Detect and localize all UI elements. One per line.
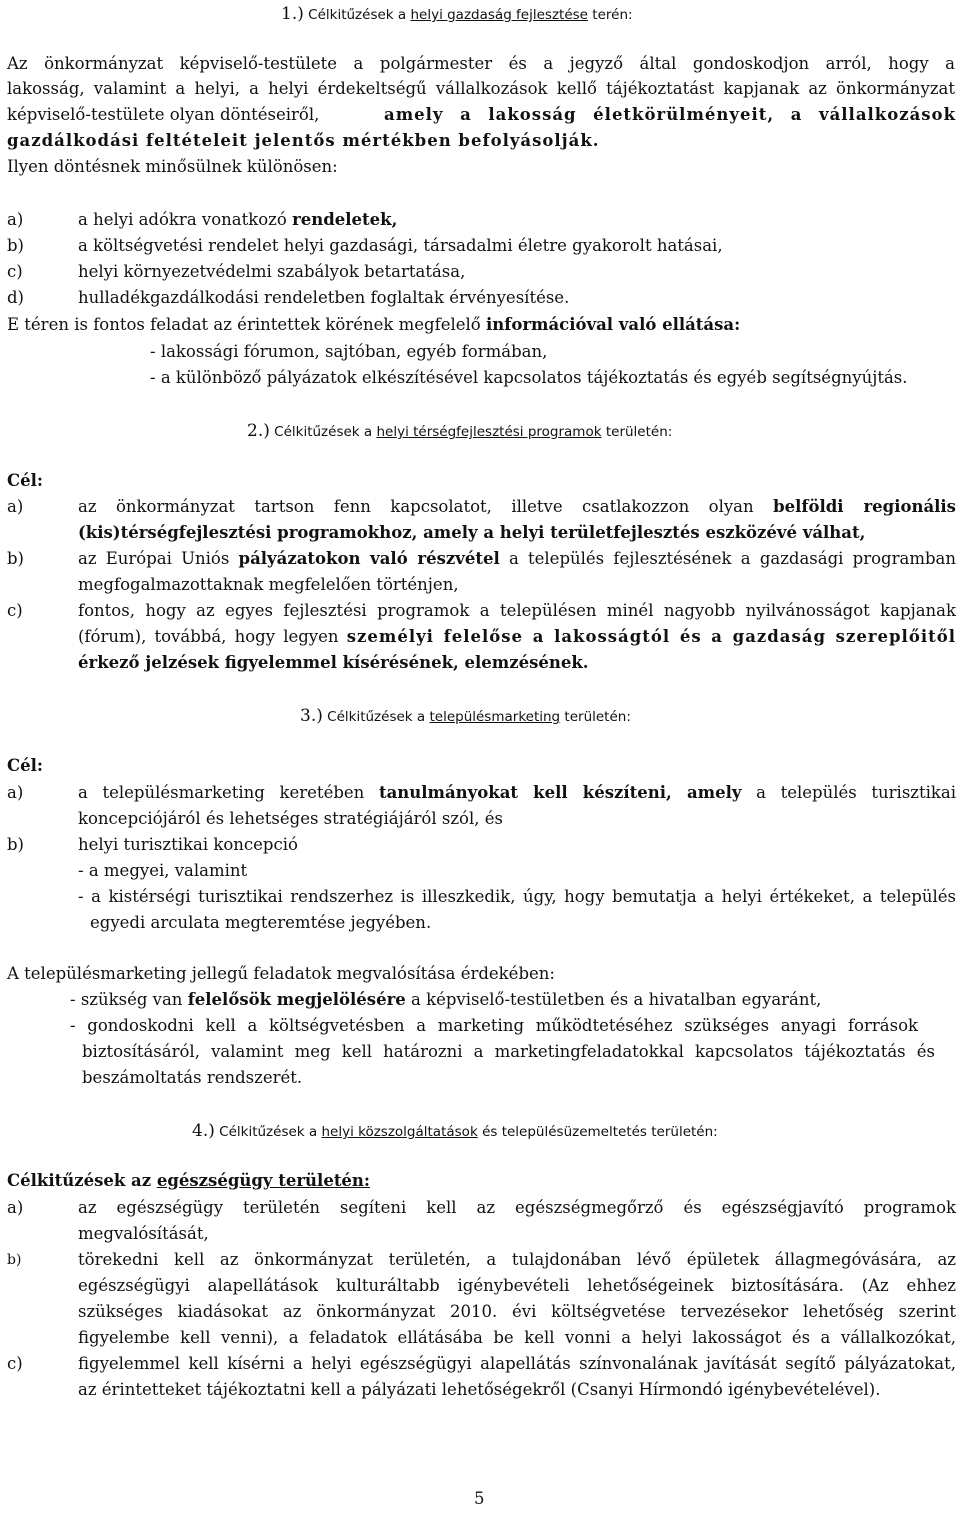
heading-prefix: Célkitűzések a [327, 709, 426, 725]
list-item-line: megfogalmazottaknak megfelelően történjen, [78, 575, 459, 594]
paragraph-line: E téren is fontos feladat az érintettek körének megfelelő információval való ellátása: [7, 315, 741, 334]
section-number: 4.) [192, 1121, 215, 1141]
heading-prefix: Célkitűzések a [308, 7, 407, 23]
heading-topic: helyi közszolgáltatások [321, 1124, 478, 1140]
dash-item: - szükség van felelősök megjelölésére a képviselő-testületben és a hivatalban egyaránt, [70, 990, 822, 1009]
heading-prefix: Célkitűzések a [274, 424, 373, 440]
section-1-heading [281, 3, 633, 26]
goal-label: Cél: [7, 756, 43, 775]
dash-item: - gondoskodni kell a költségvetésben a marketing működtetéséhez szükséges anyagi források [70, 1016, 918, 1035]
goal-label: Cél: [7, 471, 43, 490]
list-marker: a) [7, 783, 24, 802]
dash-item: - lakossági fórumon, sajtóban, egyéb formában, [150, 342, 548, 361]
list-marker: a) [7, 210, 24, 229]
heading-prefix: Célkitűzések a [219, 1124, 318, 1140]
dash-item-continued: biztosításáról, valamint meg kell határozni a marketingfeladatokkal kapcsolatos tájékoztatás és [82, 1042, 935, 1061]
paragraph-line-bold: amely a lakosság életkörülményeit, a vállalkozások [384, 105, 956, 124]
section-number: 1.) [281, 4, 304, 24]
list-item-line: figyelembe kell venni), a feladatok ellátásába be kell vonni a helyi lakosságot és a vállalkozókat, [78, 1328, 956, 1347]
list-item-line: törekedni kell az önkormányzat területén, a tulajdonában lévő épületek állagmegóvására, az [78, 1250, 956, 1269]
dash-item-continued: beszámoltatás rendszerét. [82, 1068, 303, 1087]
heading-topic: településmarketing [429, 709, 561, 725]
dash-item-continued: egyedi arculata megteremtése jegyében. [90, 913, 432, 932]
list-marker: a) [7, 497, 24, 516]
subsection-heading: Célkitűzések az egészségügy területén: [7, 1171, 371, 1190]
list-item-line: megvalósítását, [78, 1224, 209, 1243]
list-item-line: az Európai Uniós pályázatokon való részvétel a település fejlesztésének a gazdasági programban [78, 549, 957, 568]
heading-suffix: terén: [592, 7, 633, 23]
list-item-line: szükséges kiadásokat az önkormányzat 2010. évi költségvetése tervezésekor lehetőség szerint [78, 1302, 956, 1321]
list-item-line-bold: érkező jelzések figyelemmel kísérésének, elemzésének. [78, 653, 589, 672]
list-marker: c) [7, 601, 23, 620]
paragraph-line: A településmarketing jellegű feladatok megvalósítása érdekében: [7, 964, 555, 983]
list-marker: b) [7, 1252, 22, 1268]
list-item: hulladékgazdálkodási rendeletben foglaltak érvényesítése. [78, 288, 570, 307]
list-marker: b) [7, 835, 24, 854]
paragraph-line: Az önkormányzat képviselő-testülete a polgármester és a jegyző által gondoskodjon arról, hogy a [7, 54, 955, 73]
section-number: 2.) [247, 421, 270, 441]
list-marker: b) [7, 549, 24, 568]
list-item-line: helyi turisztikai koncepció [78, 835, 298, 854]
list-marker: b) [7, 236, 24, 255]
list-item-line-bold: (kis)térségfejlesztési programokhoz, amely a helyi területfejlesztés eszközévé válhat, [78, 523, 866, 542]
heading-topic: helyi gazdaság fejlesztése [410, 7, 588, 23]
section-4-heading [192, 1120, 718, 1143]
paragraph-line: lakosság, valamint a helyi, a helyi érdekeltségű vállalkozások kellő tájékoztatást kapjanak az önkormányzat [7, 79, 955, 98]
list-item-line: az egészségügy területén segíteni kell az egészségmegőrző és egészségjavító programok [78, 1198, 956, 1217]
list-marker: c) [7, 262, 23, 281]
heading-suffix: területén: [564, 709, 631, 725]
list-item: helyi környezetvédelmi szabályok betartatása, [78, 262, 466, 281]
list-item-line: egészségügyi alapellátások kulturáltabb igénybevételi lehetőségeinek biztosítására. (Az ehhez [78, 1276, 956, 1295]
section-number: 3.) [300, 706, 323, 726]
list-item-line: figyelemmel kell kísérni a helyi egészségügyi alapellátás színvonalának javítását segítő pályázatokat, [78, 1354, 956, 1373]
heading-suffix: területén: [605, 424, 673, 440]
dash-item: - a kistérségi turisztikai rendszerhez is illeszkedik, úgy, hogy bemutatja a helyi értékeket, a település [78, 887, 956, 906]
list-marker: c) [7, 1354, 23, 1373]
paragraph-line: képviselő-testülete olyan döntéseiről, [7, 105, 320, 124]
list-item-line: az önkormányzat tartson fenn kapcsolatot, illetve csatlakozzon olyan belföldi regionális [78, 497, 956, 516]
dash-item: - a különböző pályázatok elkészítésével kapcsolatos tájékoztatás és egyéb segítségnyújtás. [150, 368, 908, 387]
list-item: a helyi adókra vonatkozó rendeletek, [78, 210, 398, 229]
list-item-line: koncepciójáról és lehetséges stratégiájáról szól, és [78, 809, 503, 828]
paragraph-line-bold: gazdálkodási feltételeit jelentős mértékben befolyásolják. [7, 131, 600, 150]
list-item-line: a településmarketing keretében tanulmányokat kell készíteni, amely a település turisztikai [78, 783, 957, 802]
dash-item: - a megyei, valamint [78, 861, 248, 880]
page-number: 5 [474, 1489, 485, 1508]
list-item-line: az érintetteket tájékoztatni kell a pályázati lehetőségekről (Csanyi Hírmondó igénybevételével). [78, 1380, 881, 1399]
heading-suffix: és településüzemeltetés területén: [482, 1124, 718, 1140]
section-2-heading [247, 420, 672, 443]
section-3-heading [300, 705, 631, 728]
heading-topic: helyi térségfejlesztési programok [376, 424, 602, 440]
list-item: a költségvetési rendelet helyi gazdasági, társadalmi életre gyakorolt hatásai, [78, 236, 723, 255]
paragraph-line: Ilyen döntésnek minősülnek különösen: [7, 157, 338, 176]
list-marker: d) [7, 288, 24, 307]
list-item-line: (fórum), továbbá, hogy legyen személyi felelőse a lakosságtól és a gazdaság szereplőitől [78, 627, 956, 646]
list-item-line: fontos, hogy az egyes fejlesztési programok a településen minél nagyobb nyilvánosságot kapjanak [78, 601, 956, 620]
list-marker: a) [7, 1198, 24, 1217]
